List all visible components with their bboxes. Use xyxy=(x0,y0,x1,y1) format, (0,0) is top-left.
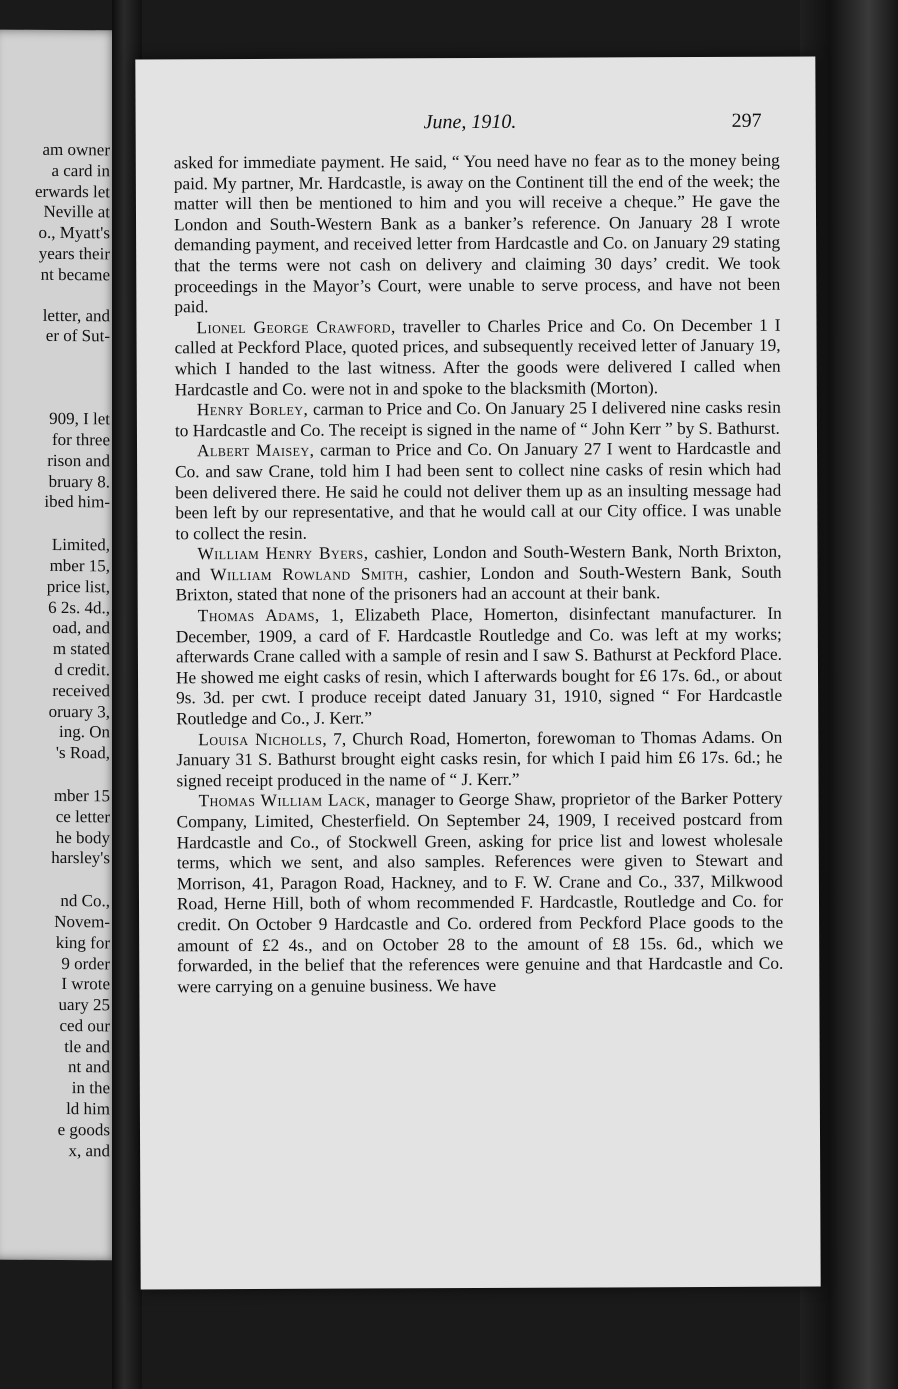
left-line: 909, I let xyxy=(49,409,110,429)
left-line: am owner xyxy=(42,139,110,160)
left-line: ld him xyxy=(66,1099,110,1119)
paragraph-text: cashier, London and South-Western Bank, North Brixton, and xyxy=(175,541,782,585)
left-line: Novem- xyxy=(54,911,110,932)
left-block-c xyxy=(0,409,110,514)
left-line: he body xyxy=(55,827,110,847)
header-date: June, 1910. xyxy=(423,110,517,134)
paragraph xyxy=(175,542,781,606)
paragraph xyxy=(175,398,781,442)
left-line: d credit. xyxy=(54,659,110,680)
left-line: tle and xyxy=(64,1036,110,1057)
left-line: Neville at xyxy=(43,202,110,222)
body-text xyxy=(174,151,784,998)
left-line: letter, and xyxy=(42,305,110,325)
paragraph-text: 1, Elizabeth Place, Homerton, disinfectant manufacturer. In December, 1909, a card of F. Hardcastle Routledge and Co. was left at my works; afterwards Crane called with a sample of resin and I saw S. Bathurst at Peckford Place. He showed me eight casks of resin, which I afterwards bought for £6 17s. 6d., or about 9s. 3d. per cwt. I produce receipt dated January 31, 1910, signed “ For Hardcastle Routledge and Co., J. Kerr.” xyxy=(175,603,783,729)
left-line: Limited, xyxy=(51,535,110,555)
left-line: price list, xyxy=(46,576,110,597)
witness-name: Thomas William Lack, xyxy=(198,790,371,811)
previous-page-text xyxy=(0,140,110,1162)
paragraph-text: 7, Church Road, Homerton, forewoman to Thomas Adams. On January 31 S. Bathurst brought eight casks resin, for which I paid him £6 17s. 6d.; he signed receipt produced in the name of “ J. Kerr.” xyxy=(176,727,783,791)
left-line: ibed him- xyxy=(44,492,110,512)
paragraph-text: traveller to Charles Price and Co. On December 1 I called at Peckford Place, quoted prices, and subsequently received letter of January 19, which I handed to the last witness. After the goods were delivered I called when Hardcastle and Co. were not in and spoke to the blacksmith (Morton). xyxy=(174,315,781,399)
left-line: received xyxy=(52,680,110,701)
left-line: years their xyxy=(38,243,110,264)
paragraph xyxy=(174,315,780,400)
paragraph-text: carman to Price and Co. On January 25 I delivered nine casks resin to Hardcastle and Co. The receipt is signed in the name of “ John Kerr ” by S. Bathurst. xyxy=(174,397,781,441)
left-line: ced our xyxy=(59,1015,110,1036)
left-line: erwards let xyxy=(34,181,110,201)
left-line: 6 2s. 4d., xyxy=(48,597,110,617)
witness-name: Lionel George Crawford, xyxy=(196,317,396,337)
witness-name: Louisa Nicholls, xyxy=(198,729,328,749)
previous-page xyxy=(0,30,118,1261)
witness-name: William Henry Byers, xyxy=(197,543,369,564)
left-block-d xyxy=(0,535,110,765)
witness-name: Albert Maisey, xyxy=(196,441,315,461)
paragraph-text: manager to George Shaw, proprietor of the Barker Pottery Company, Limited, Chesterfield. On September 24, 1909, I received postcard from Hardcastle and Co., of Stockwell Green, asking for price list and lowest wholesale terms, which we sent, and also samples. References were given to Stewart and Morrison, 41, Paragon Road, Hackney, and to F. W. Crane and Co., 337, Milkwood Road, Herne Hill, both of whom recommended F. Hardcastle, Routledge and Co. for credit. On October 9 Hardcastle and Co. ordered from Peckford Place goods to the amount of £2 4s., and on October 28 to the amount of £8 15s. 6d., which we forwarded, in the belief that the references were genuine and that Hardcastle and Co. were carrying on a genuine business. We have xyxy=(176,789,784,997)
left-line: uary 25 xyxy=(58,995,110,1015)
left-line: oad, and xyxy=(52,618,110,638)
left-line: I wrote xyxy=(61,974,110,994)
left-line: ing. On xyxy=(59,722,110,742)
left-line: er of Sut- xyxy=(45,326,110,346)
left-block-b xyxy=(0,305,110,347)
left-line: for three xyxy=(51,429,110,450)
left-line: m stated xyxy=(52,639,110,659)
left-line: 's Road, xyxy=(55,743,110,763)
left-line: ce letter xyxy=(55,806,110,827)
paragraph xyxy=(174,151,781,318)
witness-name: William Rowland Smith, xyxy=(210,564,409,585)
left-line: nt and xyxy=(67,1057,110,1077)
left-line: mber 15 xyxy=(53,785,110,806)
left-line: rison and xyxy=(47,450,110,471)
left-line: 9 order xyxy=(61,953,110,973)
left-line: king for xyxy=(55,932,110,953)
left-line: bruary 8. xyxy=(48,471,110,491)
paragraph-text: cashier, London and South-Western Bank, South Brixton, stated that none of the prisoners had an account at their bank. xyxy=(175,562,782,605)
left-line: harsley's xyxy=(51,848,110,868)
paragraph xyxy=(176,604,783,730)
witness-name: Thomas Adams, xyxy=(197,605,320,626)
page-297 xyxy=(135,57,820,1290)
left-block-e xyxy=(0,786,110,870)
left-block-f xyxy=(0,891,110,1162)
paragraph-text: asked for immediate payment. He said, “ You need have no fear as to the money being paid. My partner, Mr. Hardcastle, is away on the Continent till the end of the week; the matter will then be mentioned to him and you will receive a cheque.” He gave the London and South-Western Bank as a banker’s reference. On January 28 I wrote demanding payment, and received letter from Hardcastle and Co. on January 29 stating that the terms were not cash on delivery and claiming 30 days’ credit. We took proceedings in the Mayor’s Court, were unable to serve process, and have not been paid. xyxy=(173,150,781,317)
witness-name: Henry Borley, xyxy=(196,399,309,420)
running-header xyxy=(174,110,762,139)
paragraph xyxy=(176,727,782,791)
left-line: o., Myatt's xyxy=(38,223,110,243)
left-line: in the xyxy=(71,1078,110,1098)
paragraph-text: carman to Price and Co. On January 27 I went to Hardcastle and Co. and saw Crane, told him I had been sent to collect nine casks of resin which had been delivered there. He said he could not deliver them up as an insulting message had been left by our representative, and that he would call at our City office. I was unable to collect the resin. xyxy=(175,438,782,544)
paragraph xyxy=(175,439,781,545)
left-line: a card in xyxy=(51,160,110,181)
page-number: 297 xyxy=(731,109,762,132)
left-line: nd Co., xyxy=(60,891,110,911)
left-line: x, and xyxy=(68,1140,110,1161)
left-line: oruary 3, xyxy=(48,701,110,721)
left-block-a xyxy=(0,140,110,286)
left-line: e goods xyxy=(57,1119,110,1140)
paragraph xyxy=(177,789,784,998)
left-line: nt became xyxy=(40,264,110,285)
left-line: mber 15, xyxy=(49,555,110,576)
